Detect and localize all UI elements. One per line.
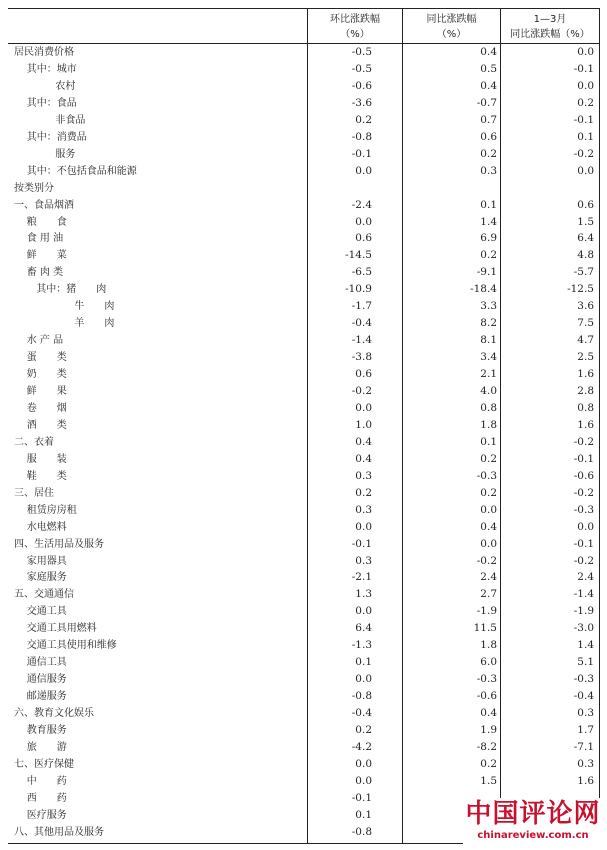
ytd-value: -0.6 [573, 469, 594, 482]
mom-value: 0.0 [355, 215, 372, 228]
mom-value: 0.2 [355, 486, 372, 499]
row-label: 家庭服务 [14, 572, 67, 584]
ytd-value: -0.2 [573, 486, 594, 499]
table-row [0, 451, 607, 468]
row-label: 畜 肉 类 [14, 267, 64, 279]
row-label: 通信工具 [14, 657, 67, 669]
row-label: 八、其他用品及服务 [14, 826, 104, 838]
table-row [0, 569, 607, 586]
yoy-value: 8.2 [480, 317, 497, 330]
row-label: 医疗服务 [14, 809, 67, 821]
mom-value: -10.9 [345, 283, 372, 296]
ytd-value: 0.1 [577, 130, 594, 143]
mom-value: 0.0 [355, 164, 372, 177]
mom-value: -0.5 [351, 46, 372, 58]
row-label: 二、衣着 [14, 436, 54, 448]
mom-value: -0.5 [351, 62, 372, 75]
watermark-text: 中国评论网 [465, 799, 601, 829]
table-row [0, 620, 607, 637]
yoy-value: 1.9 [480, 724, 497, 736]
row-label: 其中：食品 [14, 97, 77, 109]
ytd-value: -0.1 [573, 113, 594, 126]
row-label: 六、教育文化娱乐 [14, 708, 94, 720]
header-month-on-month [308, 12, 402, 42]
table-row [0, 281, 607, 298]
table-row [0, 586, 607, 603]
header-ytd-title: 同比涨跌幅（%） [510, 29, 590, 40]
row-label: 按类别分 [14, 182, 54, 194]
table-row [0, 603, 607, 620]
table-row [0, 112, 607, 129]
table-row [0, 417, 607, 434]
table-row [0, 671, 607, 688]
mom-value: 1.3 [355, 588, 372, 601]
ytd-value: -5.7 [573, 266, 594, 279]
ytd-value: 4.8 [577, 249, 594, 262]
mom-value: 0.0 [355, 673, 372, 686]
ytd-value: -1.9 [573, 605, 594, 618]
ytd-value: 0.0 [577, 520, 594, 533]
header-ytd-period: 1—3月 [533, 14, 567, 25]
yoy-value: 0.4 [480, 46, 497, 58]
row-label: 非食品 [14, 114, 86, 126]
row-label: 交通工具用燃料 [14, 623, 97, 635]
ytd-value: 0.6 [577, 198, 594, 211]
yoy-value: -1.9 [476, 605, 497, 618]
mom-value: 0.0 [355, 774, 372, 787]
row-label: 其中：消费品 [14, 131, 87, 143]
table-row [0, 95, 607, 112]
row-label: 交通工具 [14, 606, 67, 618]
row-label: 牛 肉 [14, 301, 115, 313]
table-row [0, 349, 607, 366]
row-label: 交通工具使用和维修 [14, 640, 117, 652]
yoy-value: 11.5 [473, 622, 497, 635]
row-label: 西 药 [14, 792, 67, 804]
row-label: 四、生活用品及服务 [14, 538, 104, 550]
ytd-value: 6.4 [577, 232, 594, 245]
mom-value: 1.0 [355, 418, 372, 431]
yoy-value: 6.0 [480, 656, 497, 669]
table-row [0, 298, 607, 315]
yoy-value: 0.0 [480, 537, 497, 550]
mom-value: 0.3 [355, 554, 372, 567]
table-row [0, 230, 607, 247]
mom-value: -2.1 [351, 571, 372, 584]
row-label: 七、医疗保健 [14, 758, 74, 770]
row-label: 鞋 类 [14, 470, 67, 482]
ytd-value: 1.6 [577, 368, 594, 381]
ytd-value: 3.6 [577, 300, 594, 313]
mom-value: 0.0 [355, 401, 372, 414]
ytd-value: 1.7 [577, 724, 594, 736]
table-row [0, 773, 607, 790]
table-row [0, 688, 607, 705]
row-label: 水 产 品 [14, 335, 64, 347]
row-label: 其中：不包括食品和能源 [14, 165, 137, 177]
ytd-value: -0.2 [573, 554, 594, 567]
row-label: 三、居住 [14, 487, 54, 499]
header-yoy-title: 同比涨跌幅 [426, 14, 477, 25]
yoy-value: -0.2 [476, 554, 497, 567]
yoy-value: 2.7 [480, 588, 497, 601]
row-label: 其中：城市 [14, 63, 77, 75]
yoy-value: 0.4 [480, 520, 497, 533]
ytd-value: 0.8 [577, 401, 594, 414]
yoy-value: 1.8 [480, 639, 497, 652]
row-label: 旅 游 [14, 741, 67, 753]
row-label: 食 用 油 [14, 233, 64, 245]
ytd-value: 0.0 [577, 79, 594, 92]
mom-value: 0.0 [355, 605, 372, 618]
yoy-value: 0.2 [480, 452, 497, 465]
row-label: 居民消费价格 [14, 47, 74, 58]
table-row [0, 468, 607, 485]
mom-value: -1.7 [351, 300, 372, 313]
yoy-value: 3.4 [480, 351, 497, 364]
table-row [0, 366, 607, 383]
yoy-value: -18.4 [470, 283, 497, 296]
yoy-value: 2.4 [480, 571, 497, 584]
watermark-logo [463, 798, 603, 850]
yoy-value: -8.2 [476, 740, 497, 753]
row-label: 羊 肉 [14, 318, 115, 330]
ytd-value: 0.2 [577, 96, 594, 109]
yoy-value: 0.7 [480, 113, 497, 126]
table-row [0, 383, 607, 400]
yoy-value: 0.2 [480, 249, 497, 262]
mom-value: 0.1 [355, 808, 372, 821]
table-row [0, 129, 607, 146]
table-row [0, 78, 607, 95]
yoy-value: 1.5 [480, 774, 497, 787]
yoy-value: 4.0 [480, 385, 497, 397]
ytd-value: 5.1 [577, 656, 594, 669]
ytd-value: -0.4 [573, 690, 594, 703]
mom-value: -0.8 [351, 825, 372, 838]
yoy-value: 1.8 [480, 418, 497, 431]
mom-value: 0.4 [355, 435, 372, 448]
mom-value: -0.4 [351, 707, 372, 720]
ytd-value: -0.3 [573, 503, 594, 516]
yoy-value: 1.4 [480, 215, 497, 228]
row-label: 卷 烟 [14, 402, 67, 414]
row-label: 教育服务 [14, 725, 67, 736]
table-row [0, 180, 607, 197]
row-label: 水电燃料 [14, 521, 67, 533]
mom-value: -0.2 [351, 385, 372, 397]
header-ytd-year-on-year [501, 12, 599, 42]
table-row [0, 637, 607, 654]
row-label: 蛋 类 [14, 352, 67, 364]
table-row [0, 197, 607, 214]
yoy-value: 3.3 [480, 300, 497, 313]
mom-value: 0.6 [355, 232, 372, 245]
table-row [0, 434, 607, 451]
mom-value: -0.1 [351, 147, 372, 160]
row-label: 鲜 果 [14, 386, 67, 397]
row-label: 其中：猪 肉 [14, 284, 107, 296]
mom-value: -0.6 [351, 79, 372, 92]
mom-value: -2.4 [351, 198, 372, 211]
table-row [0, 756, 607, 773]
row-label: 五、交通通信 [14, 589, 74, 601]
table-top-border [8, 8, 600, 9]
mom-value: -14.5 [345, 249, 372, 262]
yoy-value: -0.3 [476, 673, 497, 686]
mom-value: -1.3 [351, 639, 372, 652]
mom-value: 6.4 [355, 622, 372, 635]
table-row [0, 739, 607, 756]
row-label: 服 装 [14, 453, 67, 465]
table-row [0, 722, 607, 739]
ytd-value: 1.4 [577, 639, 594, 652]
row-label: 奶 类 [14, 369, 67, 381]
ytd-value: -0.3 [573, 673, 594, 686]
mom-value: 0.6 [355, 368, 372, 381]
table-row [0, 163, 607, 180]
mom-value: 0.2 [355, 113, 372, 126]
yoy-value: 0.5 [480, 62, 497, 75]
ytd-value: -1.4 [573, 588, 594, 601]
ytd-value: 4.7 [577, 334, 594, 347]
mom-value: -0.1 [351, 537, 372, 550]
header-mom-title: 环比涨跌幅 [330, 14, 380, 25]
header-year-on-year [403, 12, 500, 42]
row-label: 通信服务 [14, 674, 67, 686]
yoy-value: 0.1 [480, 198, 497, 211]
row-label: 中 药 [14, 775, 67, 787]
yoy-value: -0.3 [476, 469, 497, 482]
mom-value: 0.1 [355, 656, 372, 669]
yoy-value: 0.4 [480, 707, 497, 720]
row-label: 一、食品烟酒 [14, 199, 74, 211]
ytd-value: 0.3 [577, 707, 594, 720]
mom-value: 0.0 [355, 520, 372, 533]
yoy-value: -0.7 [476, 96, 497, 109]
mom-value: -1.4 [351, 334, 372, 347]
yoy-value: 0.3 [480, 164, 497, 177]
table-row [0, 553, 607, 570]
yoy-value: 0.1 [480, 435, 497, 448]
row-label: 鲜 菜 [14, 250, 67, 262]
ytd-value: -0.2 [573, 147, 594, 160]
ytd-value: 0.0 [577, 46, 594, 58]
ytd-value: -12.5 [567, 283, 594, 296]
table-row [0, 485, 607, 502]
table-row [0, 315, 607, 332]
table-row [0, 400, 607, 417]
ytd-value: 2.8 [577, 385, 594, 397]
table-row [0, 146, 607, 163]
table-row [0, 654, 607, 671]
yoy-value: 0.2 [480, 757, 497, 770]
ytd-value: 2.4 [577, 571, 594, 584]
row-label: 酒 类 [14, 419, 67, 431]
ytd-value: -3.0 [573, 622, 594, 635]
ytd-value: 2.5 [577, 351, 594, 364]
yoy-value: 0.2 [480, 147, 497, 160]
mom-value: -0.8 [351, 690, 372, 703]
row-label: 农村 [14, 80, 76, 92]
ytd-value: -7.1 [573, 740, 594, 753]
row-label: 家用器具 [14, 555, 67, 567]
mom-value: -0.8 [351, 130, 372, 143]
yoy-value: 0.6 [480, 130, 497, 143]
ytd-value: -0.2 [573, 435, 594, 448]
ytd-value: -0.1 [573, 62, 594, 75]
ytd-value: 0.3 [577, 757, 594, 770]
mom-value: -6.5 [351, 266, 372, 279]
mom-value: -0.1 [351, 791, 372, 804]
ytd-value: 1.6 [577, 418, 594, 431]
table-row [0, 536, 607, 553]
table-row [0, 519, 607, 536]
ytd-value: 1.6 [577, 774, 594, 787]
watermark-url: chinareview.com.cn [477, 830, 589, 841]
yoy-value: 2.1 [480, 368, 497, 381]
yoy-value: -9.1 [476, 266, 497, 279]
table-row [0, 332, 607, 349]
mom-value: 0.4 [355, 452, 372, 465]
table-row [0, 247, 607, 264]
mom-value: -4.2 [351, 740, 372, 753]
table-row [0, 502, 607, 519]
yoy-value: 0.4 [480, 79, 497, 92]
ytd-value: 0.0 [577, 164, 594, 177]
table-row [0, 44, 607, 61]
ytd-value: 1.5 [577, 215, 594, 228]
row-label: 服务 [14, 148, 76, 160]
table-row [0, 705, 607, 722]
mom-value: 0.3 [355, 503, 372, 516]
row-label: 租赁房房租 [14, 504, 77, 516]
ytd-value: 7.5 [577, 317, 594, 330]
yoy-value: 6.9 [480, 232, 497, 245]
table-row [0, 214, 607, 231]
mom-value: 0.0 [355, 757, 372, 770]
mom-value: -3.8 [351, 351, 372, 364]
header-yoy-unit: （%） [436, 29, 467, 40]
row-label: 邮递服务 [14, 691, 67, 703]
table-row [0, 61, 607, 78]
table-row [0, 264, 607, 281]
yoy-value: 0.8 [480, 401, 497, 414]
mom-value: 0.2 [355, 724, 372, 736]
ytd-value: -0.1 [573, 537, 594, 550]
row-label: 粮 食 [14, 216, 67, 228]
ytd-value: -0.1 [573, 452, 594, 465]
header-mom-unit: （%） [340, 29, 370, 40]
yoy-value: 0.2 [480, 486, 497, 499]
yoy-value: -0.6 [476, 690, 497, 703]
yoy-value: 8.1 [480, 334, 497, 347]
mom-value: -0.4 [351, 317, 372, 330]
mom-value: -3.6 [351, 96, 372, 109]
yoy-value: 0.0 [480, 503, 497, 516]
mom-value: 0.3 [355, 469, 372, 482]
